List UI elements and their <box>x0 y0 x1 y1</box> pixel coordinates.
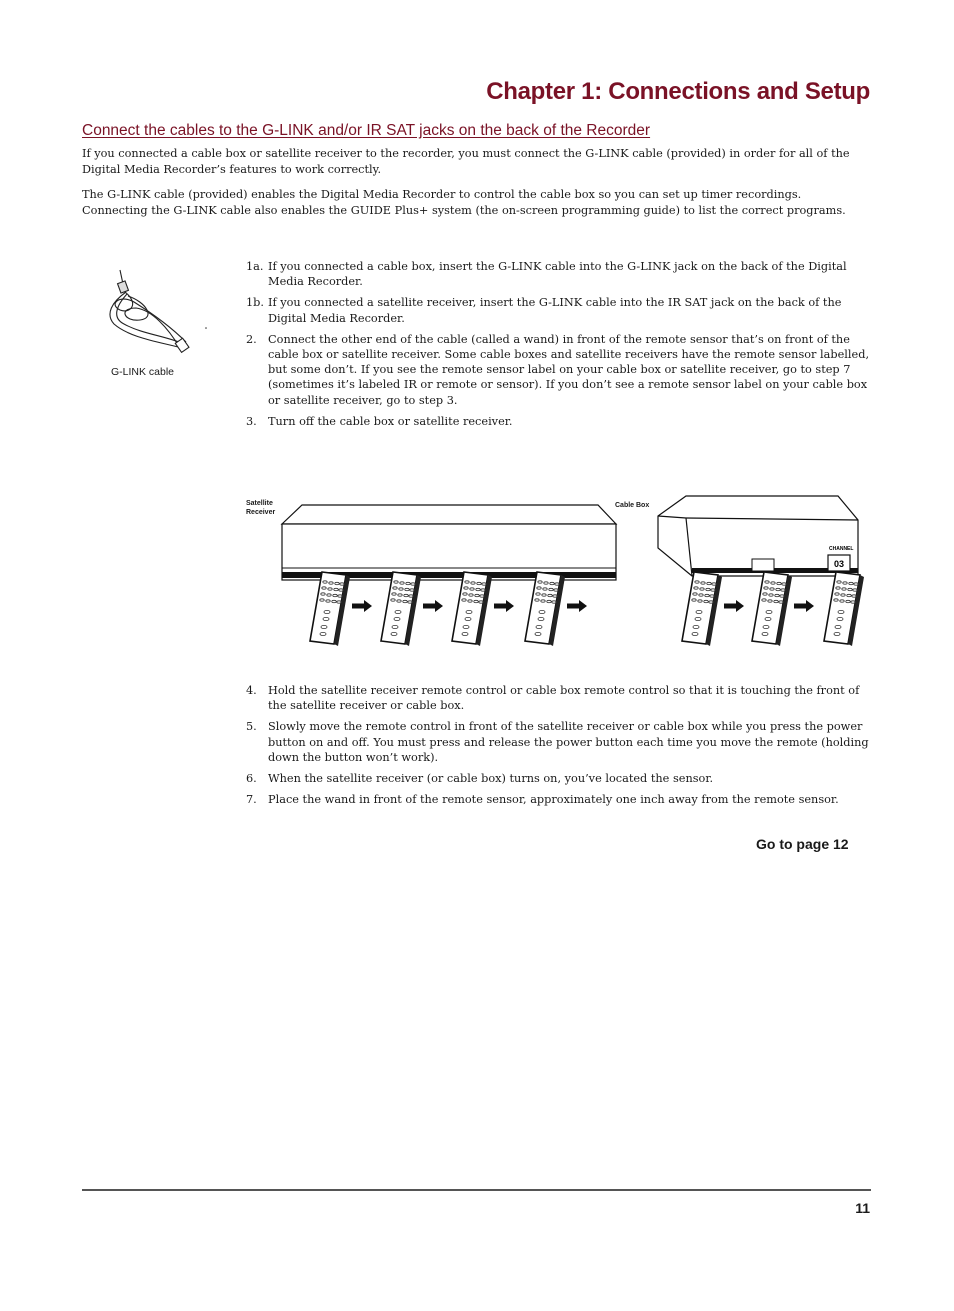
step-item <box>246 259 870 289</box>
remote-control-icon <box>525 572 565 646</box>
step-number: 3. <box>246 414 257 428</box>
cable-box-label: Cable Box <box>615 502 650 509</box>
step-number: 1b. <box>246 296 265 310</box>
step-text: Slowly move the remote control in front of the satellite receiver or cable box while you press the power button on and off. You must press and release the power button each time you move the remote (holding down the button won’t work). <box>268 720 869 764</box>
g-link-cable-illustration <box>100 262 215 362</box>
step-number: 7. <box>246 793 257 807</box>
step-number: 4. <box>246 684 257 697</box>
step-text: Hold the satellite receiver remote control or cable box remote control so that it is touching the front of the satellite receiver or cable box. <box>268 684 860 713</box>
step-item <box>246 771 870 786</box>
step-text: If you connected a satellite receiver, insert the G-LINK cable into the IR SAT jack on the back of the Digital Media Recorder. <box>268 296 842 325</box>
channel-display: 03 <box>834 559 845 569</box>
remote-control-icon <box>381 572 421 646</box>
satellite-label-line-1: Satellite <box>246 500 273 507</box>
step-item <box>246 719 870 765</box>
chapter-title: Chapter 1: Connections and Setup <box>486 78 870 105</box>
step-item <box>246 332 870 408</box>
remote-sensor-illustration <box>240 490 880 655</box>
footer-divider <box>82 1189 871 1191</box>
step-item <box>246 792 870 807</box>
remote-control-icon <box>310 572 350 646</box>
arrow-right-icon <box>794 600 814 612</box>
channel-label: CHANNEL <box>829 546 854 552</box>
step-number: 5. <box>246 720 257 734</box>
satellite-label-line-2: Receiver <box>246 509 276 516</box>
step-item <box>246 295 870 325</box>
steps-list-2 <box>246 683 870 813</box>
step-text: When the satellite receiver (or cable box) turns on, you’ve located the sensor. <box>268 772 714 786</box>
remote-control-icon <box>452 572 492 646</box>
section-heading: Connect the cables to the G-LINK and/or IR SAT jacks on the back of the Recorder <box>82 122 651 139</box>
step-text: Place the wand in front of the remote sensor, approximately one inch away from the remote sensor. <box>268 793 839 807</box>
page-number: 11 <box>855 1200 870 1216</box>
arrow-right-icon <box>352 600 372 612</box>
remote-control-icon <box>682 572 722 646</box>
step-text: If you connected a cable box, insert the G-LINK cable into the G-LINK jack on the back of the Digital Media Recorder. <box>268 260 847 289</box>
step-number: 6. <box>246 772 257 786</box>
step-item <box>246 683 870 713</box>
intro-paragraph-1: If you connected a cable box or satellite receiver to the recorder, you must connect the G-LINK cable (provided) in order for all of the Digital Media Recorder’s features to work correctly. <box>82 147 850 176</box>
step-item <box>246 414 870 429</box>
remote-control-icon <box>824 572 864 646</box>
step-text: Connect the other end of the cable (called a wand) in front of the remote sensor that’s on front of the cable box or satellite receiver. Some cable boxes and satellite receivers have the remote sensor labelled, but some don’t. If you see the remote sensor label on your cable box or satellite receiver, go to step 7 (sometimes it’s labeled IR or remote or sensor). If you don’t see a remote sensor label on your cable box or satellite receiver, go to step 3. <box>268 332 870 407</box>
step-number: 1a. <box>246 260 264 273</box>
step-text: Turn off the cable box or satellite receiver. <box>268 414 513 428</box>
step-number: 2. <box>246 332 257 346</box>
arrow-right-icon <box>567 600 587 612</box>
go-to-page-link[interactable]: Go to page 12 <box>756 836 849 852</box>
arrow-right-icon <box>724 600 744 612</box>
intro-paragraph-2: The G-LINK cable (provided) enables the Digital Media Recorder to control the cable box so you can set up timer recordings. Connecting the G-LINK cable also enables the GUIDE Plus+ system (the on-screen programming guide) to list the correct programs. <box>82 188 846 217</box>
arrow-right-icon <box>423 600 443 612</box>
steps-list-1 <box>246 259 870 435</box>
g-link-cable-caption: G-LINK cable <box>111 366 175 378</box>
arrow-right-icon <box>494 600 514 612</box>
remote-control-icon <box>752 572 792 646</box>
